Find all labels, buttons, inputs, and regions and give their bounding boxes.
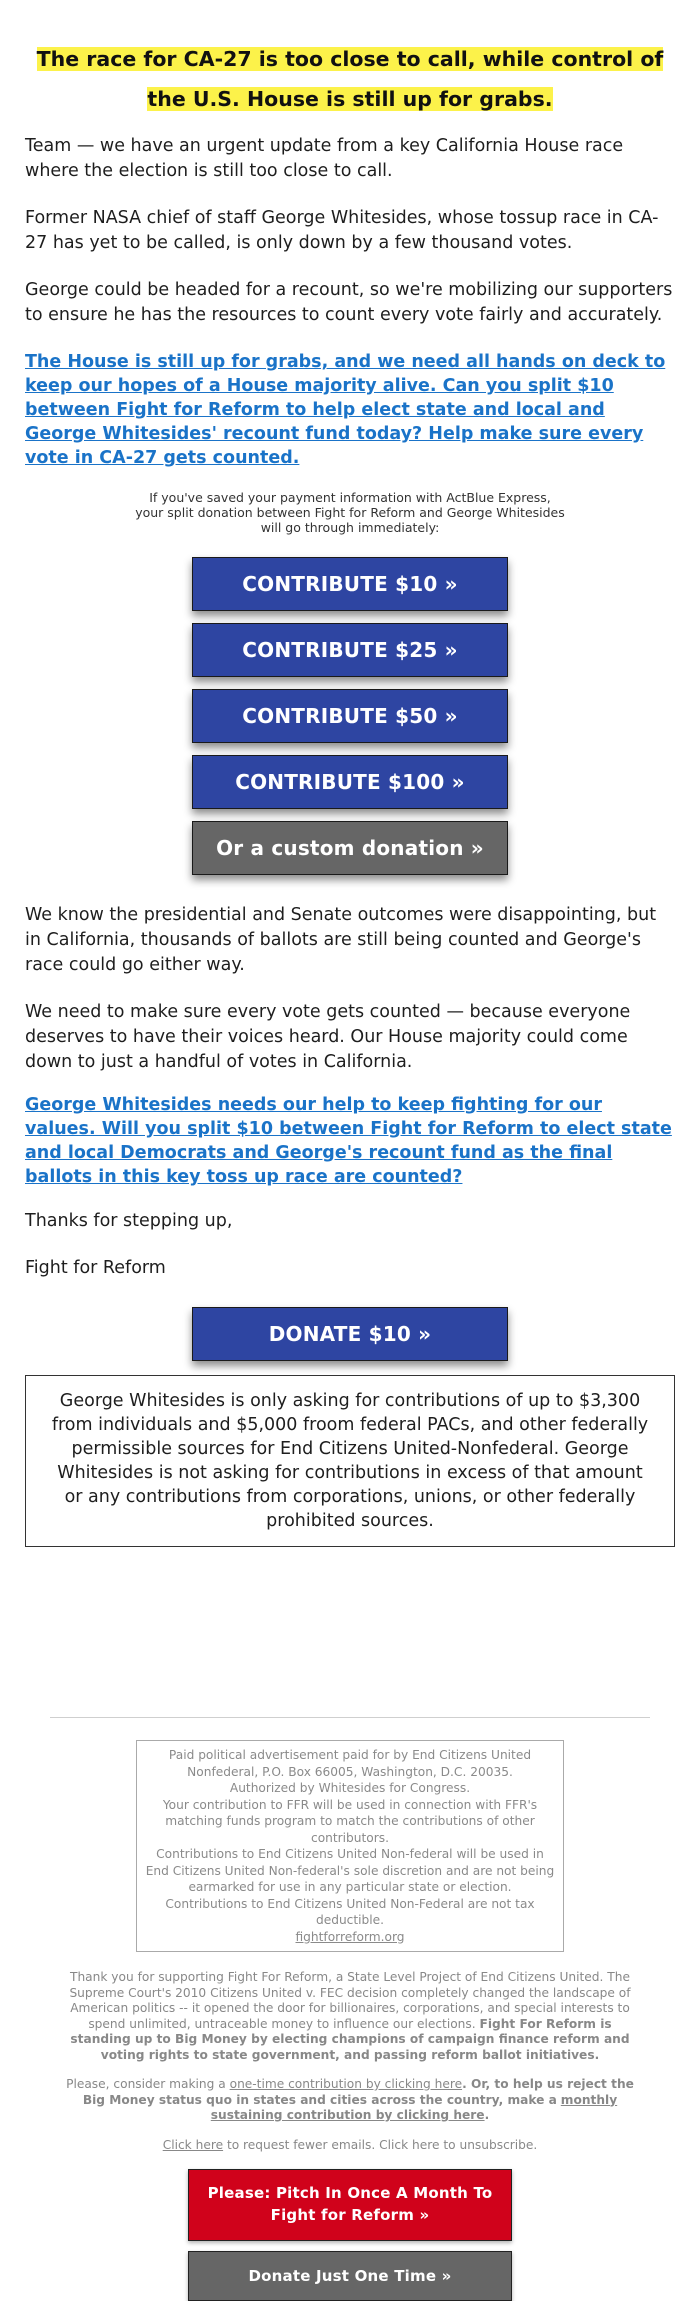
tax-deductible-line: Contributions to End Citizens United Non-Federal are not tax deductible. <box>165 1896 535 1927</box>
footer-consider-bold: Or, to help us reject the Big Money status quo in states and cities across the country, make a <box>82 2077 634 2107</box>
headline-text: The race for CA-27 is too close to call, while control of the U.S. House is still up for grabs. <box>36 47 664 111</box>
footer-email-prefs <box>60 2138 640 2154</box>
footer-about-text: Thank you for supporting Fight For Reform, a State Level Project of End Citizens United. The Supreme Court's 2010 Citizens United v. FEC decision completely changed the landscape of American politics -- it opened the door for billionaires, corporations, and special interests to spend unlimited, untraceable money to influence our elections. <box>69 1970 631 2031</box>
email-body <box>25 0 675 1717</box>
contribute-50-button[interactable]: CONTRIBUTE $50 » <box>192 689 508 743</box>
one-time-donation-button[interactable]: Donate Just One Time » <box>188 2251 512 2301</box>
monthly-donation-button[interactable]: Please: Pitch In Once A Month To Fight for Reform » <box>188 2169 512 2241</box>
paid-for-box <box>136 1740 564 1952</box>
contribution-disclaimer: George Whitesides is only asking for contributions of up to $3,300 from individuals and $5,000 froom federal PACs, and other federally permissible sources for End Citizens United-Nonfederal. George Whitesides is not asking for contributions in excess of that amount or any contributions from corporations, unions, or other federally prohibited sources. <box>25 1375 675 1547</box>
footer-consider: Please, consider making a one-time contribution by clicking here. Or, to help us reject the Big Money status quo in states and cities across the country, make a monthly sustaining contribution by clicking here. <box>66 2077 634 2122</box>
ffr-matching-line: Your contribution to FFR will be used in connection with FFR's matching funds program to match the contributions of other contributors. <box>162 1797 538 1845</box>
paragraph-every-vote: We need to make sure every vote gets counted — because everyone deserves to have their voices heard. Our House majority could come down to just a handful of votes in California. <box>25 1002 631 1072</box>
cta-link-split-donation[interactable]: The House is still up for grabs, and we need all hands on deck to keep our hopes of a House majority alive. Can you split $10 between Fight for Reform to help elect state and local and George Whitesides' recount fund today? Help make sure every vote in CA-27 gets counted. <box>25 352 666 468</box>
website-link[interactable]: fightforreform.org <box>295 1929 405 1944</box>
footer-divider <box>50 1717 650 1718</box>
monthly-contribution-link[interactable]: monthly sustaining contribution by clicking here <box>210 2092 618 2122</box>
paragraph-recount: George could be headed for a recount, so we're mobilizing our supporters to ensure he has the resources to count every vote fairly and accurately. <box>25 280 673 325</box>
contribute-button-group <box>25 557 675 875</box>
paragraph-candidate: Former NASA chief of staff George Whitesides, whose tossup race in CA-27 has yet to be called, is only down by a few thousand votes. <box>25 208 659 253</box>
fewer-emails-text: to request fewer emails. Click here to unsubscribe. <box>226 2137 538 2152</box>
signoff-text: Fight for Reform <box>25 1258 166 1278</box>
paid-for-line: Paid political advertisement paid for by End Citizens United Nonfederal, P.O. Box 66005, Washington, D.C. 20035. <box>168 1748 532 1779</box>
paragraph-outcomes: We know the presidential and Senate outcomes were disappointing, but in California, thousands of ballots are still being counted and George's race could go either way. <box>25 905 657 975</box>
contribute-100-button[interactable]: CONTRIBUTE $100 » <box>192 755 508 809</box>
one-time-contribution-link[interactable]: one-time contribution by clicking here <box>229 2077 463 2091</box>
footer-about-bold: Fight For Reform is standing up to Big Money by electing champions of campaign finance reform and voting rights to state government, and passing reform ballot initiatives. <box>70 2016 630 2062</box>
thanks-text: Thanks for stepping up, <box>25 1211 233 1231</box>
authorized-line: Authorized by Whitesides for Congress. <box>229 1781 471 1795</box>
contribute-10-button[interactable]: CONTRIBUTE $10 » <box>192 557 508 611</box>
custom-donation-button[interactable]: Or a custom donation » <box>192 821 508 875</box>
footer-about <box>60 1970 640 2063</box>
headline <box>25 36 675 116</box>
cta-link-whitesides[interactable]: George Whitesides needs our help to keep fighting for our values. Will you split $10 between Fight for Reform to elect state and local Democrats and George's recount fund as the final ballots in this key toss up race are counted? <box>25 1095 672 1187</box>
paragraph-intro: Team — we have an urgent update from a key California House race where the election is still too close to call. <box>25 136 624 181</box>
spacer <box>25 1547 675 1717</box>
footer-consider-prefix: Please, consider making a <box>66 2077 226 2091</box>
contribute-25-button[interactable]: CONTRIBUTE $25 » <box>192 623 508 677</box>
donate-10-button[interactable]: DONATE $10 » <box>192 1307 508 1361</box>
ecu-nonfederal-line: Contributions to End Citizens United Non-federal will be used in End Citizens United Non-federal's sole discretion and are not being earmarked for use in any particular state or election. <box>145 1847 555 1894</box>
actblue-express-note: If you've saved your payment information with ActBlue Express, your split donation between Fight for Reform and George Whitesides will go through immediately: <box>135 490 565 535</box>
fewer-emails-link[interactable]: Click here <box>162 2137 224 2152</box>
